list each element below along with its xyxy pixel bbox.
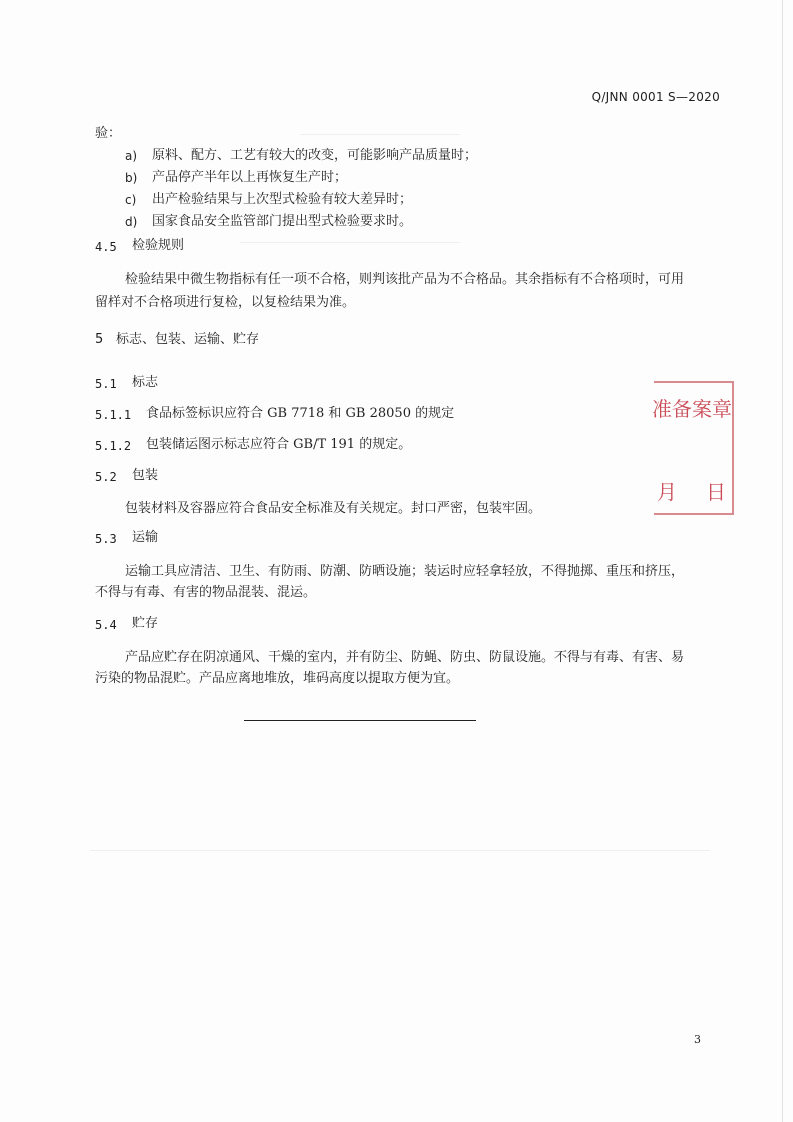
stamp-day: 日 — [706, 480, 726, 504]
show-through-line — [300, 134, 460, 135]
section-5-4-title: 贮存 — [132, 616, 159, 631]
intro-line: 验： — [95, 126, 122, 141]
list-item-text: 国家食品安全监管部门提出型式检验要求时。 — [152, 214, 413, 229]
document-code: Q/JNN 0001 S—2020 — [591, 90, 720, 104]
stamp-title: 准备案章 — [652, 397, 732, 421]
page-edge-shadow — [782, 0, 783, 1122]
section-4-5-para-line2: 留样对不合格项进行复检，以复检结果为准。 — [95, 295, 356, 310]
section-5-4-number: 5.4 — [95, 618, 117, 632]
section-5-4-para-line2: 污染的物品混贮。产品应离地堆放，堆码高度以提取方便为宜。 — [95, 671, 460, 686]
section-5-3-title: 运输 — [132, 530, 159, 545]
list-item-text: 产品停产半年以上再恢复生产时； — [152, 170, 348, 185]
section-5-1-2-number: 5.1.2 — [95, 439, 132, 453]
section-5-4-para-line1: 产品应贮存在阴凉通风、干燥的室内，并有防尘、防蝇、防虫、防鼠设施。不得与有毒、有害、易 — [125, 650, 685, 665]
section-4-5-title: 检验规则 — [132, 238, 185, 253]
section-5-1-1-text: 食品标签标识应符合 GB 7718 和 GB 28050 的规定 — [146, 406, 455, 421]
list-item-text: 出产检验结果与上次型式检验有较大差异时； — [152, 192, 413, 207]
section-5-3-para-line2: 不得与有毒、有害的物品混装、混运。 — [95, 585, 317, 600]
list-item-label: d) — [125, 215, 138, 229]
section-5-3-para-line1: 运输工具应清洁、卫生、有防雨、防潮、防晒设施；装运时应轻拿轻放，不得抛掷、重压和挤压， — [125, 564, 685, 579]
section-5-1-number: 5.1 — [95, 377, 117, 391]
section-5-1-title: 标志 — [132, 375, 159, 390]
section-5-1-2-text: 包装储运图示标志应符合 GB/T 191 的规定。 — [146, 437, 412, 452]
section-5-2-title: 包装 — [132, 468, 159, 483]
end-rule — [244, 720, 476, 721]
list-item-text: 原料、配方、工艺有较大的改变，可能影响产品质量时； — [152, 148, 478, 163]
section-5-2-number: 5.2 — [95, 470, 117, 484]
section-4-5-para-line1: 检验结果中微生物指标有任一项不合格，则判该批产品为不合格品。其余指标有不合格项时，可用 — [125, 272, 685, 287]
stamp-month: 月 — [657, 480, 677, 504]
show-through-line — [90, 850, 710, 851]
show-through-line — [240, 242, 460, 243]
section-5-3-number: 5.3 — [95, 532, 117, 546]
list-item-label: b) — [125, 171, 138, 185]
list-item-label: a) — [125, 149, 138, 163]
section-5-number: 5 — [95, 332, 104, 347]
page-number: 3 — [694, 1033, 701, 1046]
section-5-2-para-line1: 包装材料及容器应符合食品安全标准及有关规定。封口严密，包装牢固。 — [125, 501, 542, 516]
section-4-5-number: 4.5 — [95, 240, 117, 254]
section-5-title: 标志、包装、运输、贮存 — [116, 332, 260, 347]
list-item-label: c) — [125, 193, 137, 207]
section-5-1-1-number: 5.1.1 — [95, 408, 132, 422]
